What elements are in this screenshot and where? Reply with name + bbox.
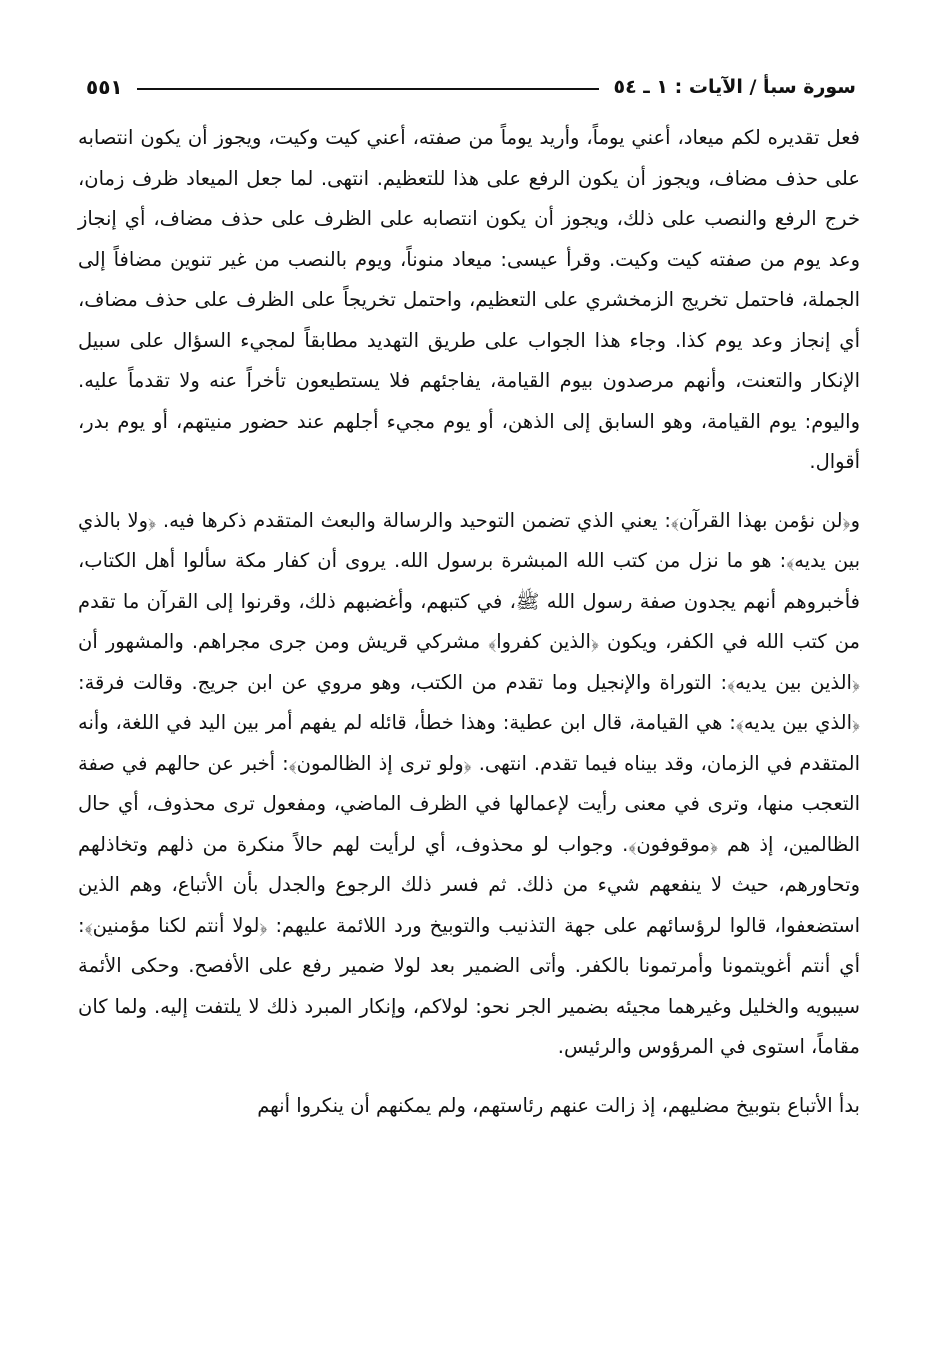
paragraph-2: و﴿لن نؤمن بهذا القرآن﴾: يعني الذي تضمن التوحيد والرسالة والبعث المتقدم ذكرها فيه. ﴿ولا بالذي بين يديه﴾: هو ما نزل من كتب الله المبشرة برسول الله. يروى أن كفار مكة سألوا أهل الكتاب، فأخبروهم أنهم يجدون صفة رسول الله ﷺ، في كتبهم، وأغضبهم ذلك، وقرنوا إلى القرآن ما تقدم من كتب الله في الكفر، ويكون ﴿الذين كفروا﴾ مشركي قريش ومن جرى مجراهم. والمشهور أن ﴿الذين بين يديه﴾: التوراة والإنجيل وما تقدم من الكتب، وهو مروي عن ابن جريج. وقالت فرقة: ﴿الذي بين يديه﴾: هي القيامة، قال ابن عطية: وهذا خطأ، قائله لم يفهم أمر بين اليد في اللغة، وأنه المتقدم في الزمان، وقد بيناه فيما تقدم. انتهى. ﴿ولو ترى إذ الظالمون﴾: أخبر عن حالهم في صفة التعجب منها، وترى في معنى رأيت لإعمالها في الظرف الماضي، ومفعول ترى محذوف، أي حال الظالمين، إذ هم ﴿موقوفون﴾. وجواب لو محذوف، أي لرأيت لهم حالاً منكرة من ذلهم وتخاذلهم وتحاورهم، حيث لا ينفعهم شيء من ذلك. ثم فسر ذلك الرجوع والجدل بأن الأتباع، وهم الذين استضعفوا، قالوا لرؤسائهم على جهة التذنيب والتوبيخ ورد اللائمة عليهم: ﴿لولا أنتم لكنا مؤمنين﴾: أي أنتم أغويتمونا وأمرتمونا بالكفر. وأتى الضمير بعد لولا ضمير رفع على الأفصح. وحكى الأئمة سيبويه والخليل وغيرهما مجيئه بضمير الجر نحو: لولاكم، وإنكار المبرد ذلك لا يلتفت إليه. ولما كان مقاماً، استوى في المرؤوس والرئيس. (78, 508, 860, 1058)
page-header (86, 70, 856, 104)
page-number: ٥٥١ (86, 75, 123, 99)
paragraph-1: فعل تقديره لكم ميعاد، أعني يوماً، وأريد يوماً من صفته، أعني كيت وكيت، ويجوز أن يكون انتصابه على حذف مضاف، ويجوز أن يكون الرفع على هذا للتعظيم. انتهى. لما جعل الميعاد ظرف زمان، خرج الرفع والنصب على ذلك، ويجوز أن يكون انتصابه على الظرف على حذف مضاف، أي إنجاز وعد يوم من صفته كيت وكيت. وقرأ عيسى: ميعاد منوناً، ويوم بالنصب من غير تنوين مضافاً إلى الجملة، فاحتمل تخريج الزمخشري على التعظيم، واحتمل تخريجاً على الظرف على حذف مضاف، أي إنجاز وعد يوم كذا. وجاء هذا الجواب على طريق التهديد مطابقاً لمجيء السؤال على سبيل الإنكار والتعنت، وأنهم مرصدون بيوم القيامة، يفاجئهم فلا يستطيعون تأخراً عنه ولا تقدماً عليه. واليوم: يوم القيامة، وهو السابق إلى الذهن، أو يوم مجيء أجلهم عند حضور منيتهم، أو يوم بدر، أقوال. (78, 126, 860, 473)
body-text (78, 118, 860, 1126)
header-rule (137, 88, 600, 90)
running-title: سورة سبأ / الآيات : ١ ـ ٥٤ (613, 76, 856, 98)
paragraph-3: بدأ الأتباع بتوبيخ مضليهم، إذ زالت عنهم رئاستهم، ولم يمكنهم أن ينكروا أنهم (257, 1093, 860, 1117)
